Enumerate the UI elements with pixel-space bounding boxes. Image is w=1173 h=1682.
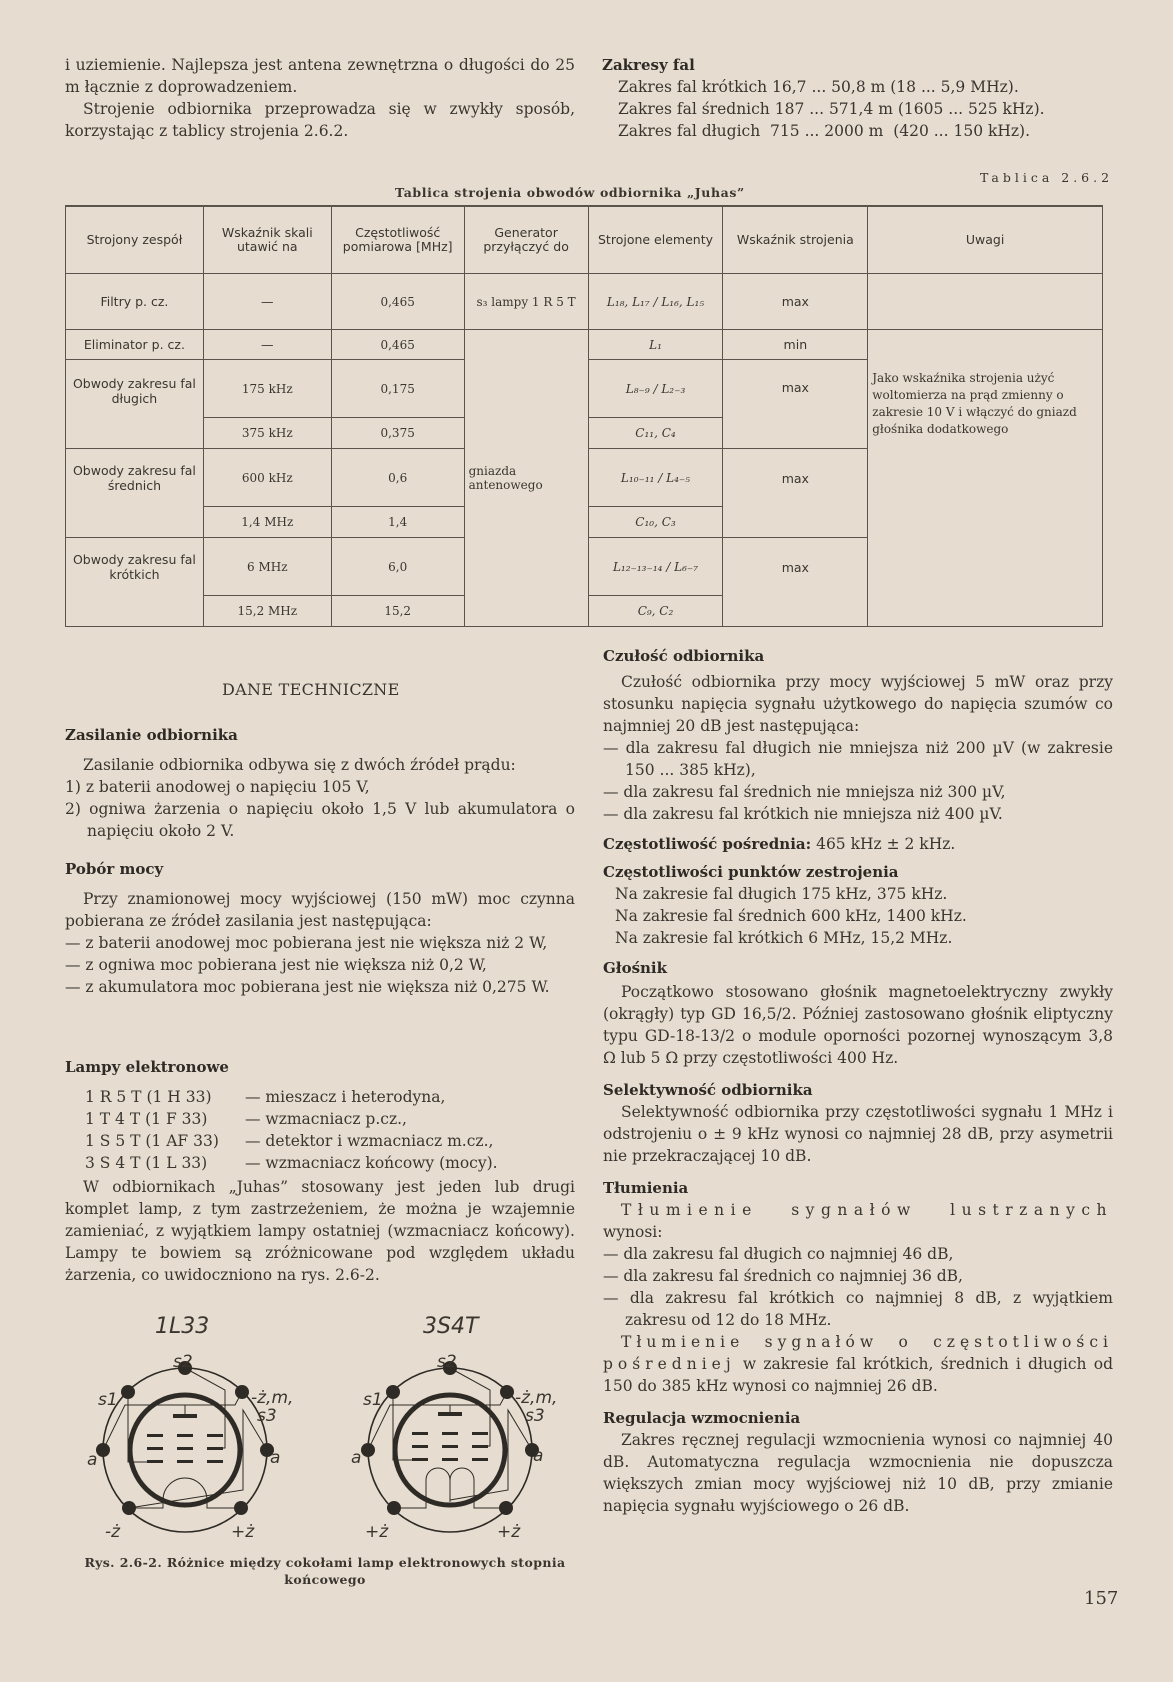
figure-caption-line2: końcowego bbox=[284, 1572, 366, 1587]
cell-scale: 6 MHz bbox=[203, 538, 331, 596]
right-column bbox=[603, 645, 1113, 1517]
cell-scale: 175 kHz bbox=[203, 360, 331, 418]
power-supply-item: 1) z baterii anodowej o napięciu 105 V, bbox=[65, 778, 370, 796]
cell-indicator: max bbox=[723, 360, 868, 449]
tube-role: — wzmacniacz p.cz., bbox=[245, 1110, 407, 1128]
tubes-heading: Lampy elektronowe bbox=[65, 1058, 229, 1076]
sensitivity-heading: Czułość odbiornika bbox=[603, 647, 765, 665]
tube-type: 1 T 4 T (1 F 33) bbox=[85, 1110, 208, 1128]
power-draw-item: — z akumulatora moc pobierana jest nie większa niż 0,275 W. bbox=[65, 978, 550, 996]
cell-scale: — bbox=[203, 274, 331, 330]
cell-frequency: 0,465 bbox=[331, 330, 464, 360]
pin-label: -ż bbox=[105, 1522, 121, 1542]
attenuation-section bbox=[603, 1177, 1113, 1397]
cell-frequency: 1,4 bbox=[331, 507, 464, 538]
attenuation-intro bbox=[603, 1199, 1113, 1243]
cell-elements: C₁₀, C₃ bbox=[588, 507, 723, 538]
cell-frequency: 0,465 bbox=[331, 274, 464, 330]
pin-label: a bbox=[533, 1446, 544, 1466]
selectivity-heading: Selektywność odbiornika bbox=[603, 1081, 813, 1099]
alignment-item: Na zakresie fal długich 175 kHz, 375 kHz. bbox=[615, 885, 948, 903]
col-header-remarks: Uwagi bbox=[868, 206, 1103, 274]
wave-ranges-heading: Zakresy fal bbox=[602, 56, 695, 74]
col-header-scale: Wskaźnik skali utawić na bbox=[203, 206, 331, 274]
speaker-section bbox=[603, 957, 1113, 1069]
alignment-item: Na zakresie fal średnich 600 kHz, 1400 kHz. bbox=[615, 907, 967, 925]
alignment-section bbox=[603, 861, 1113, 949]
tuning-table bbox=[65, 205, 1103, 627]
pin-label: s3 bbox=[525, 1406, 545, 1426]
cell-group: Obwody zakresu fal krótkich bbox=[66, 538, 204, 627]
wave-range-medium: Zakres fal średnich 187 ... 571,4 m (1605 ... 525 kHz). bbox=[618, 100, 1045, 118]
sensitivity-item: — dla zakresu fal średnich nie mniejsza niż 300 µV, bbox=[603, 783, 1006, 801]
if-frequency bbox=[603, 833, 1113, 855]
pin-label: +ż bbox=[231, 1522, 255, 1542]
figure-title-3s4t: 3S4T bbox=[423, 1314, 479, 1339]
intro-paragraph-1: i uziemienie. Najlepsza jest antena zewnętrzna o długości do 25 m łącznie z doprowadzeniem. bbox=[65, 56, 575, 96]
cell-frequency: 0,375 bbox=[331, 418, 464, 449]
power-draw-item: — z ogniwa moc pobierana jest nie większa niż 0,2 W, bbox=[65, 956, 487, 974]
pin-label: +ż bbox=[497, 1522, 521, 1542]
figure-title-1l33: 1L33 bbox=[155, 1314, 210, 1339]
remarks-text: Jako wskaźnika strojenia użyć woltomierza na prąd zmienny o zakresie 10 V i włączyć do gniazd głośnika dodatkowego bbox=[872, 371, 1077, 436]
attenuation-heading: Tłumienia bbox=[603, 1179, 689, 1197]
wave-ranges bbox=[602, 54, 1122, 142]
wave-range-long: Zakres fal długich 715 ... 2000 m (420 ... 150 kHz). bbox=[618, 122, 1031, 140]
sensitivity-section bbox=[603, 645, 1113, 825]
page-number: 157 bbox=[1084, 1588, 1119, 1609]
generator-antenna-text: gniazda antenowego bbox=[468, 464, 543, 492]
table-row bbox=[66, 330, 1103, 360]
cell-frequency: 15,2 bbox=[331, 596, 464, 627]
attenuation-if bbox=[603, 1331, 1113, 1397]
col-header-frequency: Częstotliwość pomiarowa [MHz] bbox=[331, 206, 464, 274]
cell-remarks-empty bbox=[868, 274, 1103, 330]
gain-control-heading: Regulacja wzmocnienia bbox=[603, 1409, 801, 1427]
tubes-note: W odbiornikach „Juhas” stosowany jest jeden lub drugi komplet lamp, z tym zastrzeżeniem, że można je wzajemnie zamieniać, z wyjątkiem lampy ostatniej (wzmacniacz końcowy). Lampy te bowiem są zróżnicowane pod względem układu żarzenia, co uwidoczniono na rys. 2.6-2. bbox=[65, 1178, 575, 1284]
cell-frequency: 6,0 bbox=[331, 538, 464, 596]
cell-generator: s₃ lampy 1 R 5 T bbox=[464, 274, 588, 330]
figure-caption-line1: Rys. 2.6-2. Różnice między cokołami lamp elektronowych stopnia bbox=[84, 1555, 566, 1570]
cell-scale: 600 kHz bbox=[203, 449, 331, 507]
pin-label: a bbox=[270, 1448, 281, 1468]
tube-type: 1 S 5 T (1 AF 33) bbox=[85, 1132, 219, 1150]
selectivity-text: Selektywność odbiornika przy częstotliwości sygnału 1 MHz i odstrojeniu o ± 9 kHz wynosi co najmniej 28 dB, przy asymetrii nie przekraczającej 10 dB. bbox=[603, 1103, 1113, 1165]
power-draw-heading: Pobór mocy bbox=[65, 860, 164, 878]
cell-frequency: 0,6 bbox=[331, 449, 464, 507]
table-header-row bbox=[66, 206, 1103, 274]
col-header-indicator: Wskaźnik strojenia bbox=[723, 206, 868, 274]
tube-row bbox=[85, 1152, 575, 1174]
figure-caption bbox=[65, 1554, 585, 1588]
pin-label: -ż,m, bbox=[251, 1388, 294, 1408]
sensitivity-item: — dla zakresu fal długich nie mniejsza niż 200 µV (w zakresie 150 ... 385 kHz), bbox=[603, 739, 1113, 779]
intro-text bbox=[65, 54, 575, 142]
power-supply-item: 2) ogniwa żarzenia o napięciu około 1,5 V lub akumulatora o napięciu około 2 V. bbox=[65, 800, 575, 840]
tube-base-diagram-3s4t bbox=[350, 1350, 550, 1550]
section-title: DANE TECHNICZNE bbox=[222, 680, 400, 699]
cell-generator-antenna bbox=[464, 330, 588, 627]
table-number: Tablica 2.6.2 bbox=[980, 170, 1114, 185]
attenuation-item: — dla zakresu fal krótkich co najmniej 8 dB, z wyjątkiem zakresu od 12 do 18 MHz. bbox=[603, 1289, 1113, 1329]
pin-label: a bbox=[87, 1450, 98, 1470]
tube-role: — detektor i wzmacniacz m.cz., bbox=[245, 1132, 494, 1150]
cell-elements: L₁₂₋₁₃₋₁₄ / L₆₋₇ bbox=[588, 538, 723, 596]
wave-range-short: Zakres fal krótkich 16,7 ... 50,8 m (18 ... 5,9 MHz). bbox=[618, 78, 1019, 96]
col-header-generator: Generator przyłączyć do bbox=[464, 206, 588, 274]
pin-label: s3 bbox=[257, 1406, 277, 1426]
attenuation-intro-rest: wynosi: bbox=[603, 1223, 663, 1241]
cell-elements: L₁₀₋₁₁ / L₄₋₅ bbox=[588, 449, 723, 507]
cell-elements: L₈₋₉ / L₂₋₃ bbox=[588, 360, 723, 418]
cell-frequency: 0,175 bbox=[331, 360, 464, 418]
cell-group: Obwody zakresu fal długich bbox=[66, 360, 204, 449]
pin-label: s2 bbox=[437, 1352, 457, 1372]
cell-elements: C₁₁, C₄ bbox=[588, 418, 723, 449]
tubes-section bbox=[65, 1056, 575, 1286]
cell-elements: L₁ bbox=[588, 330, 723, 360]
tube-row bbox=[85, 1130, 575, 1152]
power-draw-intro: Przy znamionowej mocy wyjściowej (150 mW) moc czynna pobierana ze źródeł zasilania jest następująca: bbox=[65, 890, 575, 930]
if-frequency-value: 465 kHz ± 2 kHz. bbox=[811, 835, 956, 853]
cell-indicator: max bbox=[723, 538, 868, 627]
selectivity-section bbox=[603, 1079, 1113, 1167]
cell-indicator: max bbox=[723, 449, 868, 538]
attenuation-if-rest: w zakresie fal krótkich, średnich i długich od 150 do 385 kHz wynosi co najmniej 26 dB. bbox=[603, 1355, 1113, 1395]
power-draw-section bbox=[65, 858, 575, 998]
tube-role: — mieszacz i heterodyna, bbox=[245, 1088, 446, 1106]
pin-label: a bbox=[351, 1448, 362, 1468]
tube-row bbox=[85, 1086, 575, 1108]
cell-group: Eliminator p. cz. bbox=[66, 330, 204, 360]
table-title: Tablica strojenia obwodów odbiornika „Juhas” bbox=[395, 185, 745, 200]
tube-type: 1 R 5 T (1 H 33) bbox=[85, 1088, 212, 1106]
speaker-heading: Głośnik bbox=[603, 959, 668, 977]
tube-row bbox=[85, 1108, 575, 1130]
gain-control-text: Zakres ręcznej regulacji wzmocnienia wynosi co najmniej 40 dB. Automatyczna regulacja wzmocnienia nie dopuszcza większych zmian mocy wyjściowej niż 10 dB, przy zmianie napięcia sygnału wyjściowego o 26 dB. bbox=[603, 1431, 1113, 1515]
cell-remarks bbox=[868, 330, 1103, 627]
tube-base-figure bbox=[65, 1310, 585, 1600]
if-frequency-label: Częstotliwość pośrednia: bbox=[603, 835, 812, 853]
pin-label: -ż,m, bbox=[515, 1388, 558, 1408]
attenuation-item: — dla zakresu fal długich co najmniej 46 dB, bbox=[603, 1245, 954, 1263]
attenuation-intro-spaced: Tłumienie sygnałów lustrzanych bbox=[621, 1201, 1113, 1219]
pin-label: +ż bbox=[365, 1522, 389, 1542]
pin-label: s2 bbox=[173, 1352, 193, 1372]
col-header-group: Strojony zespół bbox=[66, 206, 204, 274]
attenuation-if-spaced: Tłumienie sygnałów o częstotliwości pośredniej bbox=[603, 1333, 1113, 1373]
alignment-heading: Częstotliwości punktów zestrojenia bbox=[603, 863, 899, 881]
tube-role: — wzmacniacz końcowy (mocy). bbox=[245, 1154, 498, 1172]
cell-group: Obwody zakresu fal średnich bbox=[66, 449, 204, 538]
table-row bbox=[66, 274, 1103, 330]
pin-label: s1 bbox=[98, 1390, 118, 1410]
cell-group: Filtry p. cz. bbox=[66, 274, 204, 330]
intro-paragraph-2: Strojenie odbiornika przeprowadza się w zwykły sposób, korzystając z tablicy strojenia 2.6.2. bbox=[65, 100, 575, 140]
power-supply-section bbox=[65, 724, 575, 842]
col-header-elements: Strojone elementy bbox=[588, 206, 723, 274]
tube-type: 3 S 4 T (1 L 33) bbox=[85, 1154, 208, 1172]
power-draw-item: — z baterii anodowej moc pobierana jest nie większa niż 2 W, bbox=[65, 934, 548, 952]
cell-elements: L₁₈, L₁₇ / L₁₆, L₁₅ bbox=[588, 274, 723, 330]
power-supply-heading: Zasilanie odbiornika bbox=[65, 726, 238, 744]
tube-base-diagram-1l33 bbox=[85, 1350, 285, 1550]
cell-scale: 1,4 MHz bbox=[203, 507, 331, 538]
speaker-text: Początkowo stosowano głośnik magnetoelektryczny zwykły (okrągły) typ GD 16,5/2. Później zastosowano głośnik eliptyczny typu GD-18-13/2 o module oporności pozornej wynoszącym 3,8 Ω lub 5 Ω przy częstotliwości 400 Hz. bbox=[603, 983, 1113, 1067]
cell-indicator: max bbox=[723, 274, 868, 330]
cell-scale: — bbox=[203, 330, 331, 360]
sensitivity-item: — dla zakresu fal krótkich nie mniejsza niż 400 µV. bbox=[603, 805, 1003, 823]
attenuation-item: — dla zakresu fal średnich co najmniej 36 dB, bbox=[603, 1267, 963, 1285]
power-supply-intro: Zasilanie odbiornika odbywa się z dwóch źródeł prądu: bbox=[83, 756, 516, 774]
gain-control-section bbox=[603, 1407, 1113, 1517]
pin-label: s1 bbox=[363, 1390, 383, 1410]
cell-indicator: min bbox=[723, 330, 868, 360]
cell-scale: 375 kHz bbox=[203, 418, 331, 449]
cell-scale: 15,2 MHz bbox=[203, 596, 331, 627]
alignment-item: Na zakresie fal krótkich 6 MHz, 15,2 MHz. bbox=[615, 929, 953, 947]
cell-elements: C₉, C₂ bbox=[588, 596, 723, 627]
sensitivity-intro: Czułość odbiornika przy mocy wyjściowej 5 mW oraz przy stosunku napięcia sygnału użytkowego do napięcia szumów co najmniej 20 dB jest następująca: bbox=[603, 673, 1113, 735]
